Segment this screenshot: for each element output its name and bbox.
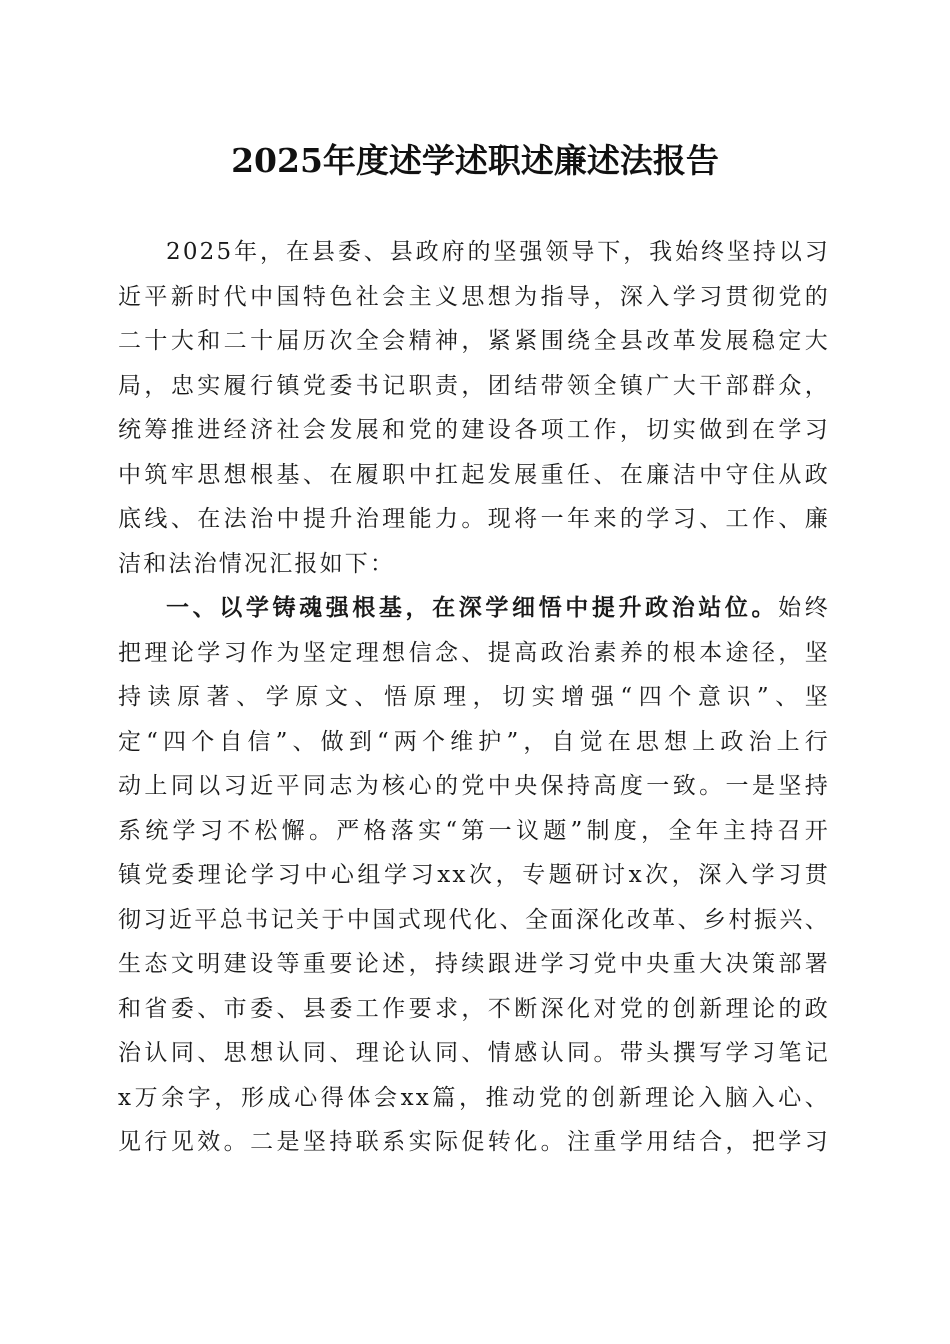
paragraph-line: 系统学习不松懈。严格落实“第一议题”制度，全年主持召开 <box>118 817 830 844</box>
paragraph-line: 生态文明建设等重要论述，持续跟进学习党中央重大决策部署 <box>118 951 830 977</box>
paragraph-line: 洁和法治情况汇报如下： <box>118 550 396 577</box>
paragraph-line: 局，忠实履行镇党委书记职责，团结带领全镇广大干部群众， <box>118 372 830 399</box>
paragraph-line: 动上同以习近平同志为核心的党中央保持高度一致。一是坚持 <box>118 773 830 799</box>
section-heading-line <box>118 586 830 631</box>
paragraph-line: 治认同、思想认同、理论认同、情感认同。带头撰写学习笔记 <box>118 1040 830 1066</box>
document-body <box>118 230 830 1165</box>
paragraph-line: 持读原著、学原文、悟原理，切实增强“四个意识”、坚 <box>118 684 830 710</box>
section-heading: 一、以学铸魂强根基，在深学细悟中提升政治站位。 <box>166 594 779 621</box>
paragraph-line: x万余字，形成心得体会xx篇，推动党的创新理论入脑入心、 <box>118 1084 830 1111</box>
paragraph-line: 二十大和二十届历次全会精神，紧紧围绕全县改革发展稳定大 <box>118 328 830 354</box>
paragraph-line: 中筑牢思想根基、在履职中扛起发展重任、在廉洁中守住从政 <box>118 461 830 488</box>
paragraph-line: 近平新时代中国特色社会主义思想为指导，深入学习贯彻党的 <box>118 283 830 310</box>
paragraph-line: 底线、在法治中提升治理能力。现将一年来的学习、工作、廉 <box>118 506 830 532</box>
paragraph-line: 2025年，在县委、县政府的坚强领导下，我始终坚持以习 <box>166 239 830 265</box>
paragraph-line: 见行见效。二是坚持联系实际促转化。注重学用结合，把学习 <box>118 1129 830 1155</box>
paragraph-line: 镇党委理论学习中心组学习xx次，专题研讨x次，深入学习贯 <box>118 862 830 888</box>
paragraph-line: 定“四个自信”、做到“两个维护”，自觉在思想上政治上行 <box>118 728 830 755</box>
paragraph-line: 和省委、市委、县委工作要求，不断深化对党的创新理论的政 <box>118 995 830 1022</box>
paragraph-line: 把理论学习作为坚定理想信念、提高政治素养的根本途径，坚 <box>118 639 830 666</box>
paragraph-line: 统筹推进经济社会发展和党的建设各项工作，切实做到在学习 <box>118 417 830 443</box>
section-heading-rest: 始终 <box>778 595 830 621</box>
paragraph-line: 彻习近平总书记关于中国式现代化、全面深化改革、乡村振兴、 <box>118 906 830 933</box>
document-title: 2025年度述学述职述廉述法报告 <box>231 141 719 180</box>
